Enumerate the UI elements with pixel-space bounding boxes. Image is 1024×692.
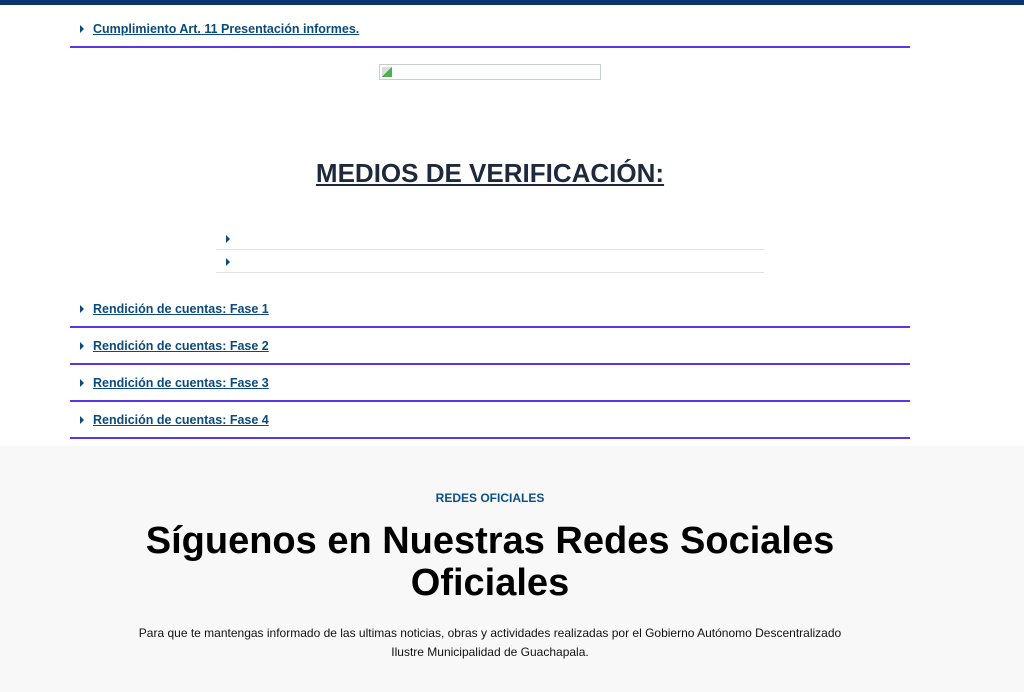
accordion-link[interactable]: Rendición de cuentas: Fase 3	[93, 375, 269, 390]
accordion-link[interactable]: Rendición de cuentas: Fase 2	[93, 338, 269, 353]
caret-right-icon	[226, 258, 230, 266]
caret-right-icon	[80, 25, 84, 33]
accordion-link[interactable]: Cumplimiento Art. 11 Presentación informes.	[93, 21, 360, 36]
social-kicker: REDES OFICIALES	[435, 491, 545, 505]
sub-accordion-item[interactable]	[216, 228, 764, 250]
caret-right-icon	[80, 305, 84, 313]
accordion-cumplimiento[interactable]	[70, 11, 910, 48]
accordion-link[interactable]: Rendición de cuentas: Fase 1	[93, 301, 269, 316]
sub-accordion-item[interactable]	[216, 251, 764, 273]
description-line: Ilustre Municipalidad de Guachapala.	[391, 645, 589, 659]
caret-right-icon	[226, 235, 230, 243]
accordion-link[interactable]: Rendición de cuentas: Fase 4	[93, 412, 269, 427]
verification-heading: MEDIOS DE VERIFICACIÓN:	[315, 158, 665, 188]
social-title-line: Síguenos en Nuestras Redes Sociales	[145, 520, 835, 562]
caret-right-icon	[80, 379, 84, 387]
description-line: Para que te mantengas informado de las ultimas noticias, obras y actividades realizadas por el Gobierno Autónomo Descentralizado	[138, 626, 842, 640]
top-bar	[0, 0, 1024, 5]
accordion-fase-4[interactable]	[70, 402, 910, 439]
accordion-fase-2[interactable]	[70, 328, 910, 365]
social-description	[0, 624, 980, 662]
broken-image-icon	[382, 67, 392, 77]
caret-right-icon	[80, 342, 84, 350]
broken-image	[379, 64, 601, 80]
social-title	[0, 520, 980, 604]
accordion-fase-1[interactable]	[70, 291, 910, 328]
caret-right-icon	[80, 416, 84, 424]
social-title-line: Oficiales	[410, 562, 570, 604]
accordion-fase-3[interactable]	[70, 365, 910, 402]
